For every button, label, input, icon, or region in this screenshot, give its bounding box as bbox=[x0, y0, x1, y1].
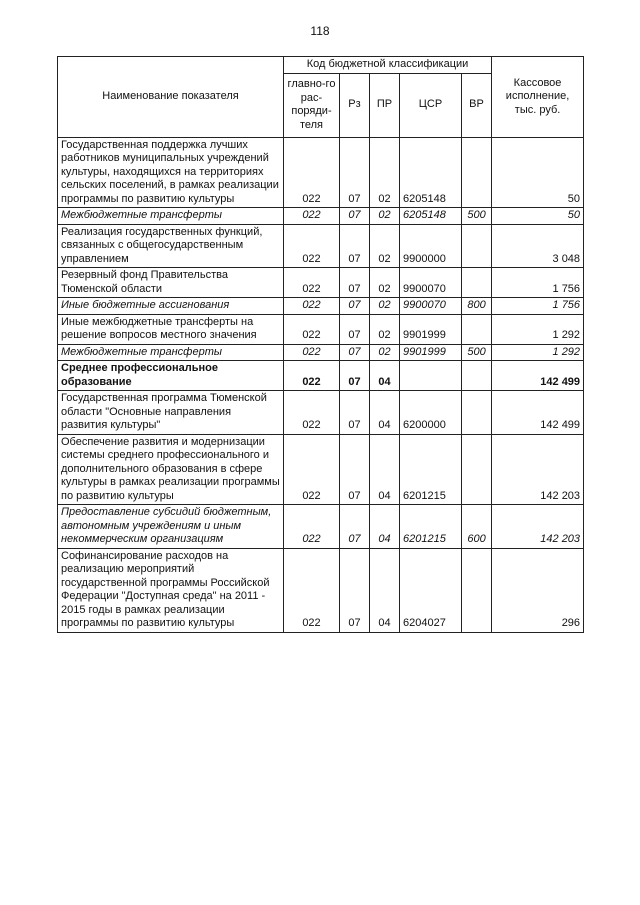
row-csr: 6204027 bbox=[400, 548, 462, 632]
row-amount: 142 203 bbox=[492, 505, 584, 549]
row-name: Государственная программа Тюменской области "Основные направления развития культуры" bbox=[58, 391, 284, 435]
row-gr: 022 bbox=[284, 434, 340, 505]
row-rz: 07 bbox=[340, 505, 370, 549]
row-csr: 6205148 bbox=[400, 208, 462, 225]
row-rz: 07 bbox=[340, 344, 370, 361]
row-rz: 07 bbox=[340, 137, 370, 208]
row-name: Иные бюджетные ассигнования bbox=[58, 298, 284, 315]
table-row bbox=[58, 344, 584, 361]
row-rz: 07 bbox=[340, 434, 370, 505]
row-csr: 9901999 bbox=[400, 314, 462, 344]
row-gr: 022 bbox=[284, 208, 340, 225]
row-csr: 9900070 bbox=[400, 268, 462, 298]
row-gr: 022 bbox=[284, 224, 340, 268]
row-vr bbox=[462, 268, 492, 298]
table-row bbox=[58, 391, 584, 435]
row-gr: 022 bbox=[284, 268, 340, 298]
row-vr: 500 bbox=[462, 344, 492, 361]
row-amount: 1 756 bbox=[492, 298, 584, 315]
row-vr bbox=[462, 548, 492, 632]
row-vr bbox=[462, 224, 492, 268]
row-amount: 1 292 bbox=[492, 344, 584, 361]
row-amount: 1 756 bbox=[492, 268, 584, 298]
row-rz: 07 bbox=[340, 361, 370, 391]
row-name: Обеспечение развития и модернизации системы среднего профессионального и дополнительного образования в сфере культуры в рамках реализации программы по развитию культуры bbox=[58, 434, 284, 505]
table-row bbox=[58, 137, 584, 208]
row-pr: 04 bbox=[370, 434, 400, 505]
row-pr: 04 bbox=[370, 361, 400, 391]
table-row bbox=[58, 224, 584, 268]
row-rz: 07 bbox=[340, 548, 370, 632]
table-row bbox=[58, 208, 584, 225]
row-name: Софинансирование расходов на реализацию мероприятий государственной программы Российской Федерации "Доступная среда" на 2011 - 2015 годы в рамках реализации программы по развитию культуры bbox=[58, 548, 284, 632]
row-rz: 07 bbox=[340, 268, 370, 298]
row-csr: 9900070 bbox=[400, 298, 462, 315]
row-amount: 1 292 bbox=[492, 314, 584, 344]
row-csr bbox=[400, 361, 462, 391]
row-rz: 07 bbox=[340, 391, 370, 435]
row-gr: 022 bbox=[284, 505, 340, 549]
row-pr: 04 bbox=[370, 391, 400, 435]
row-rz: 07 bbox=[340, 298, 370, 315]
row-vr bbox=[462, 314, 492, 344]
header-vr: ВР bbox=[462, 73, 492, 137]
header-rz: Рз bbox=[340, 73, 370, 137]
row-pr: 04 bbox=[370, 548, 400, 632]
row-csr: 6200000 bbox=[400, 391, 462, 435]
table-row bbox=[58, 298, 584, 315]
row-csr: 9900000 bbox=[400, 224, 462, 268]
header-pr: ПР bbox=[370, 73, 400, 137]
row-csr: 6205148 bbox=[400, 137, 462, 208]
row-gr: 022 bbox=[284, 298, 340, 315]
row-rz: 07 bbox=[340, 224, 370, 268]
table-row bbox=[58, 314, 584, 344]
row-amount: 3 048 bbox=[492, 224, 584, 268]
row-name: Иные межбюджетные трансферты на решение вопросов местного значения bbox=[58, 314, 284, 344]
table-row bbox=[58, 505, 584, 549]
row-vr: 800 bbox=[462, 298, 492, 315]
row-vr bbox=[462, 361, 492, 391]
table-body bbox=[58, 137, 584, 632]
row-pr: 02 bbox=[370, 208, 400, 225]
row-rz: 07 bbox=[340, 314, 370, 344]
row-pr: 02 bbox=[370, 268, 400, 298]
header-csr: ЦСР bbox=[400, 73, 462, 137]
row-name: Резервный фонд Правительства Тюменской области bbox=[58, 268, 284, 298]
row-name: Реализация государственных функций, связанных с общегосударственным управлением bbox=[58, 224, 284, 268]
header-name: Наименование показателя bbox=[58, 57, 284, 138]
row-pr: 02 bbox=[370, 298, 400, 315]
row-gr: 022 bbox=[284, 137, 340, 208]
table-row bbox=[58, 434, 584, 505]
row-csr: 6201215 bbox=[400, 505, 462, 549]
row-gr: 022 bbox=[284, 361, 340, 391]
row-pr: 02 bbox=[370, 224, 400, 268]
row-csr: 6201215 bbox=[400, 434, 462, 505]
header-amount: Кассовое исполнение, тыс. руб. bbox=[492, 57, 584, 138]
row-pr: 02 bbox=[370, 344, 400, 361]
row-gr: 022 bbox=[284, 314, 340, 344]
row-vr bbox=[462, 137, 492, 208]
row-amount: 142 499 bbox=[492, 391, 584, 435]
row-gr: 022 bbox=[284, 548, 340, 632]
row-name: Предоставление субсидий бюджетным, автономным учреждениям и иным некоммерческим организациям bbox=[58, 505, 284, 549]
budget-table bbox=[57, 56, 584, 633]
row-amount: 142 203 bbox=[492, 434, 584, 505]
header-gr: главно-го рас-поряди-теля bbox=[284, 73, 340, 137]
row-pr: 02 bbox=[370, 314, 400, 344]
table-row bbox=[58, 548, 584, 632]
page-number: 118 bbox=[310, 24, 330, 38]
row-gr: 022 bbox=[284, 391, 340, 435]
row-vr: 600 bbox=[462, 505, 492, 549]
row-amount: 50 bbox=[492, 137, 584, 208]
row-amount: 142 499 bbox=[492, 361, 584, 391]
row-name: Среднее профессиональное образование bbox=[58, 361, 284, 391]
table-row bbox=[58, 361, 584, 391]
row-rz: 07 bbox=[340, 208, 370, 225]
row-name: Межбюджетные трансферты bbox=[58, 208, 284, 225]
row-vr bbox=[462, 391, 492, 435]
row-vr: 500 bbox=[462, 208, 492, 225]
row-csr: 9901999 bbox=[400, 344, 462, 361]
header-code-group: Код бюджетной классификации bbox=[284, 57, 492, 74]
row-name: Государственная поддержка лучших работников муниципальных учреждений культуры, находящихся на территориях сельских поселений, в рамках реализации программы по развитию культуры bbox=[58, 137, 284, 208]
row-vr bbox=[462, 434, 492, 505]
row-pr: 02 bbox=[370, 137, 400, 208]
table-row bbox=[58, 268, 584, 298]
row-amount: 296 bbox=[492, 548, 584, 632]
row-pr: 04 bbox=[370, 505, 400, 549]
row-gr: 022 bbox=[284, 344, 340, 361]
row-name: Межбюджетные трансферты bbox=[58, 344, 284, 361]
row-amount: 50 bbox=[492, 208, 584, 225]
